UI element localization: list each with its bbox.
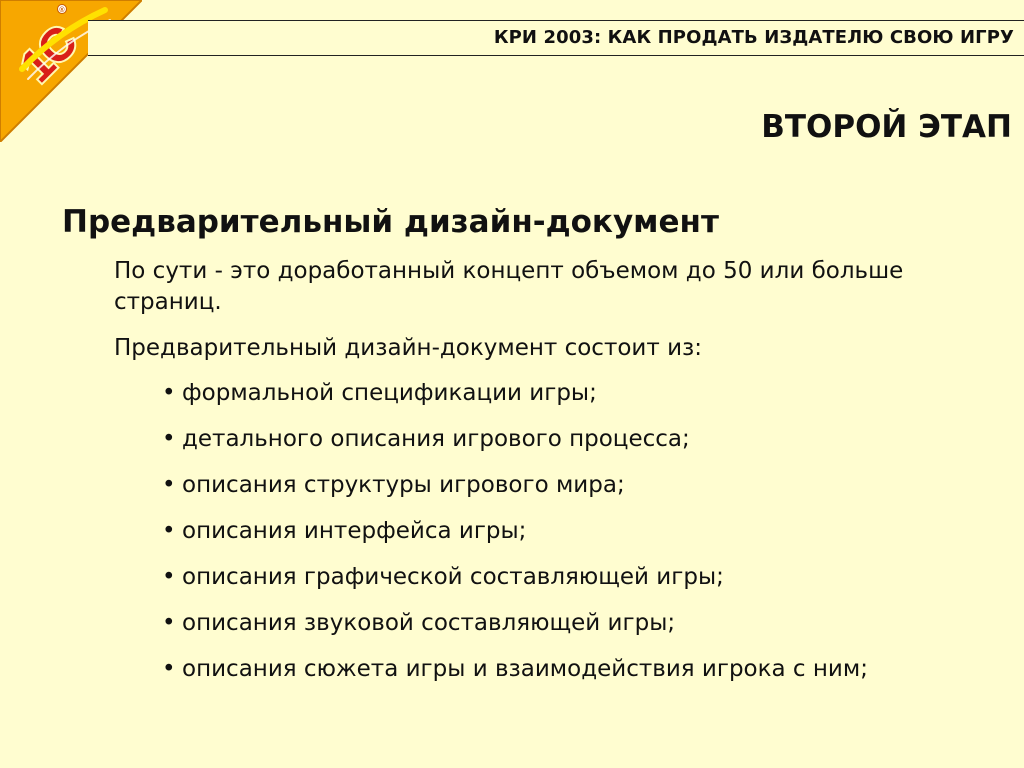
list-item [162, 424, 982, 470]
section-heading: Предварительный дизайн-документ [62, 204, 719, 240]
bullet-icon: • [162, 610, 176, 636]
bullet-icon: • [162, 656, 176, 682]
composition-paragraph: Предварительный дизайн-документ состоит из: [114, 335, 703, 361]
bullet-text: описания звуковой составляющей игры; [182, 610, 676, 636]
list-item [162, 562, 982, 608]
design-document-components [162, 378, 982, 700]
bullet-text: детального описания игрового процесса; [182, 426, 690, 452]
list-item [162, 654, 982, 700]
logo-text: 1С [10, 16, 86, 92]
list-item [162, 516, 982, 562]
bullet-text: формальной спецификации игры; [182, 380, 597, 406]
presentation-header-bar [88, 20, 1024, 56]
list-item [162, 470, 982, 516]
registered-mark: ® [59, 7, 65, 14]
presentation-title: КРИ 2003: КАК ПРОДАТЬ ИЗДАТЕЛЮ СВОЮ ИГРУ [493, 27, 1014, 48]
bullet-icon: • [162, 380, 176, 406]
bullet-text: описания графической составляющей игры; [182, 564, 724, 590]
list-item [162, 378, 982, 424]
bullet-text: описания структуры игрового мира; [182, 472, 625, 498]
bullet-icon: • [162, 472, 176, 498]
intro-paragraph: По сути - это доработанный концепт объемом до 50 или больше страниц. [114, 258, 904, 315]
bullet-icon: • [162, 564, 176, 590]
bullet-text: описания интерфейса игры; [182, 518, 527, 544]
stage-title: ВТОРОЙ ЭТАП [761, 109, 1012, 145]
bullet-icon: • [162, 426, 176, 452]
list-item [162, 608, 982, 654]
bullet-icon: • [162, 518, 176, 544]
bullet-text: описания сюжета игры и взаимодействия игрока с ним; [182, 656, 868, 682]
